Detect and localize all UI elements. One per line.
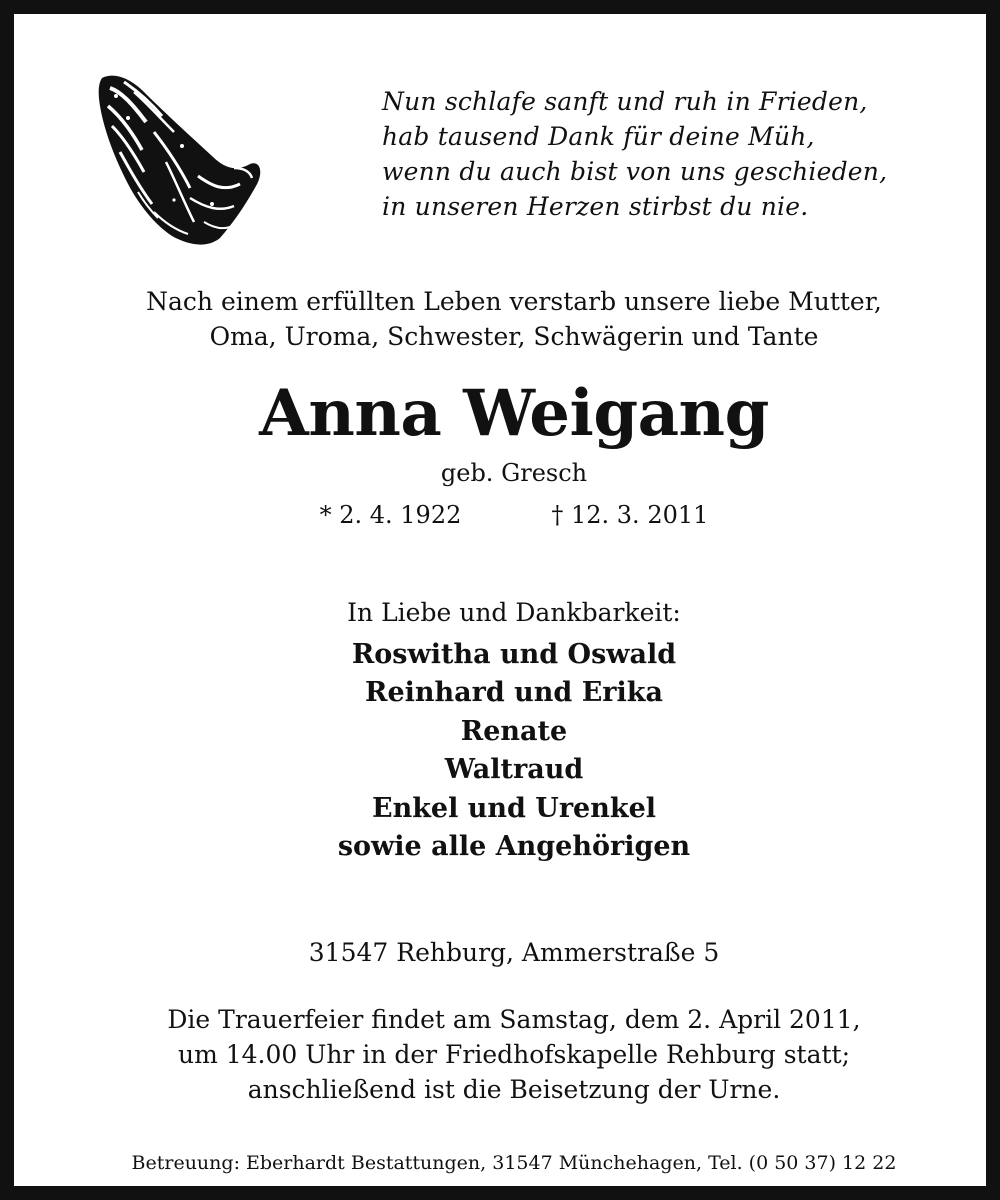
life-dates xyxy=(54,498,974,532)
death-announcement xyxy=(54,284,974,354)
family-address: 31547 Rehburg, Ammerstraße 5 xyxy=(308,938,720,967)
mourner-name: Roswitha und Oswald xyxy=(351,639,677,670)
ceremony-details xyxy=(54,1002,974,1107)
mourners-list xyxy=(54,636,974,866)
announcement-line: Nach einem erfüllten Leben verstarb unsere liebe Mutter, xyxy=(146,287,882,316)
announcement-line: Oma, Uroma, Schwester, Schwägerin und Tante xyxy=(209,322,819,351)
ceremony-line: anschließend ist die Beisetzung der Urne. xyxy=(247,1075,781,1104)
poem-line: wenn du auch bist von uns geschieden, xyxy=(382,157,888,186)
poem-line: in unseren Herzen stirbst du nie. xyxy=(382,192,809,221)
deceased-name: Anna Weigang xyxy=(259,376,769,451)
poem xyxy=(382,84,982,224)
poem-line: Nun schlafe sanft und ruh in Frieden, xyxy=(382,87,868,116)
poem-line: hab tausend Dank für deine Müh, xyxy=(382,122,815,151)
ceremony-line: um 14.00 Uhr in der Friedhofskapelle Rehburg statt; xyxy=(177,1040,850,1069)
praying-hands-icon xyxy=(94,72,264,248)
maiden-name: geb. Gresch xyxy=(440,459,588,487)
death-date: † 12. 3. 2011 xyxy=(551,501,709,529)
mourner-name: Renate xyxy=(460,715,568,747)
mourner-name: sowie alle Angehörigen xyxy=(337,831,691,863)
mourner-name: Waltraud xyxy=(444,754,584,786)
mourners-intro: In Liebe und Dankbarkeit: xyxy=(347,598,681,627)
ceremony-line: Die Trauerfeier findet am Samstag, dem 2. April 2011, xyxy=(167,1005,861,1034)
birth-date: * 2. 4. 1922 xyxy=(319,501,462,529)
mourner-name: Reinhard und Erika xyxy=(365,677,663,709)
funeral-home-info: Betreuung: Eberhardt Bestattungen, 31547 Münchehagen, Tel. (0 50 37) 12 22 xyxy=(131,1152,897,1174)
mourner-name: Enkel und Urenkel xyxy=(371,792,656,824)
